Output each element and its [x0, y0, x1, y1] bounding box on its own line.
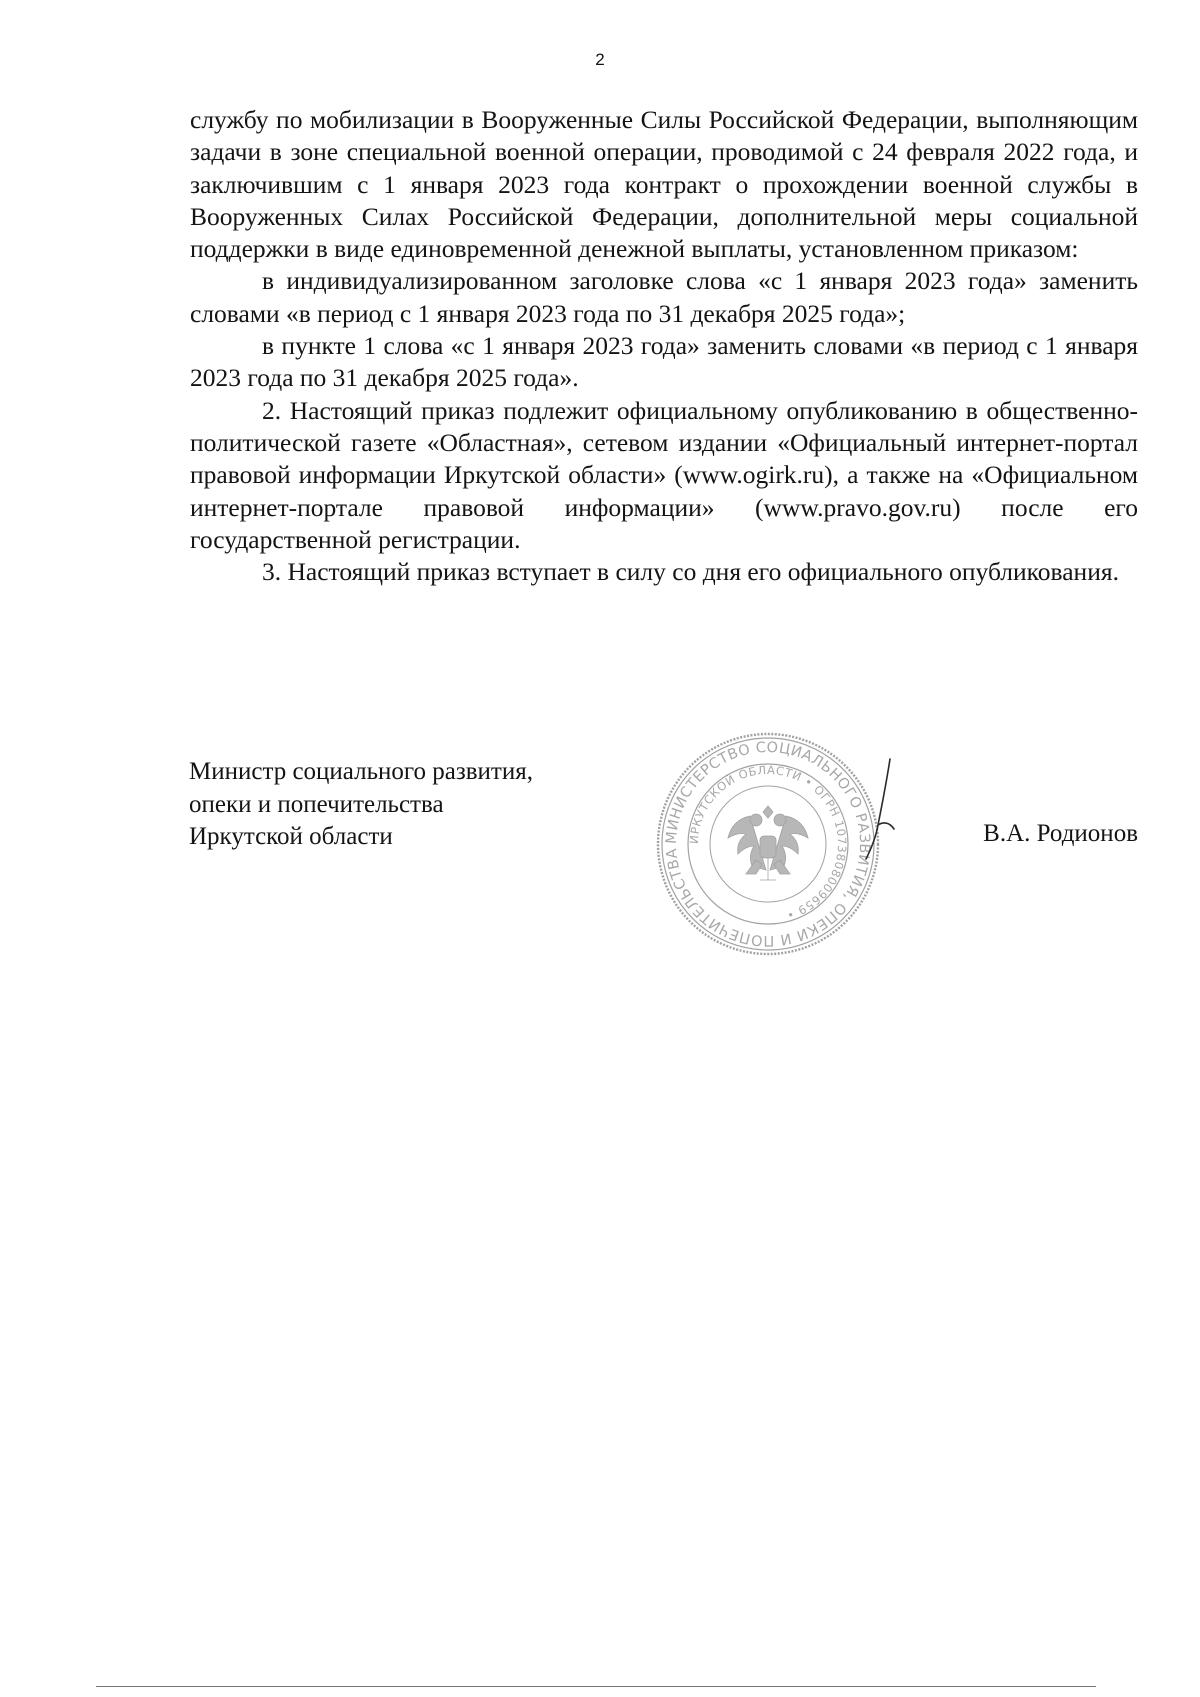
seal-inner-text: ИРКУТСКОЙ ОБЛАСТИ • ОГРН 1073808009659 •: [686, 762, 850, 923]
paragraph-publication: 2. Настоящий приказ подлежит официальному опубликованию в общественно-политической газете «Областная», сетевом издании «Официальный интернет-портал правовой информации Иркутской области» (www.ogirk.ru), а также на «Официальном интернет-портале правовой информации» (www.pravo.gov.ru) после его государственной регистрации.: [190, 395, 1138, 554]
double-headed-eagle-emblem-icon: [728, 806, 808, 880]
page-number: 2: [595, 50, 605, 69]
paragraph-point1-amendment: в пункте 1 слова «с 1 января 2023 года» заменить словами «в период с 1 января 2023 года по 31 декабря 2025 года».: [190, 331, 1138, 393]
scan-bottom-edge-line: [96, 1686, 1096, 1687]
paragraph-continuation: службу по мобилизации в Вооруженные Силы Российской Федерации, выполняющим задачи в зоне специальной военной операции, проводимой с 24 февраля 2022 года, и заключившим с 1 января 2023 года контракт о прохождении военной службы в Вооруженных Силах Российской Федерации, дополнительной меры социальной поддержки в виде единовременной денежной выплаты, установленном приказом:: [190, 105, 1138, 264]
paragraph-effective-date: 3. Настоящий приказ вступает в силу со дня его официального опубликования.: [262, 557, 1119, 587]
document-body: [190, 104, 1138, 588]
paragraph-title-amendment: в индивидуализированном заголовке слова «с 1 января 2023 года» заменить словами «в период с 1 января 2023 года по 31 декабря 2025 года»;: [190, 266, 1138, 328]
signatory-position-line: Иркутской области: [189, 823, 393, 850]
signatory-name: В.А. Родионов: [983, 820, 1138, 847]
official-seal-stamp: [652, 728, 884, 960]
seal-outer-text: МИНИСТЕРСТВО СОЦИАЛЬНОГО РАЗВИТИЯ, ОПЕКИ И ПОПЕЧИТЕЛЬСТВА: [663, 739, 873, 949]
signatory-position-line: Министр социального развития,: [189, 758, 533, 785]
signatory-position: [189, 756, 533, 854]
handwritten-signature: [860, 755, 900, 865]
signatory-position-line: опеки и попечительства: [189, 790, 444, 818]
